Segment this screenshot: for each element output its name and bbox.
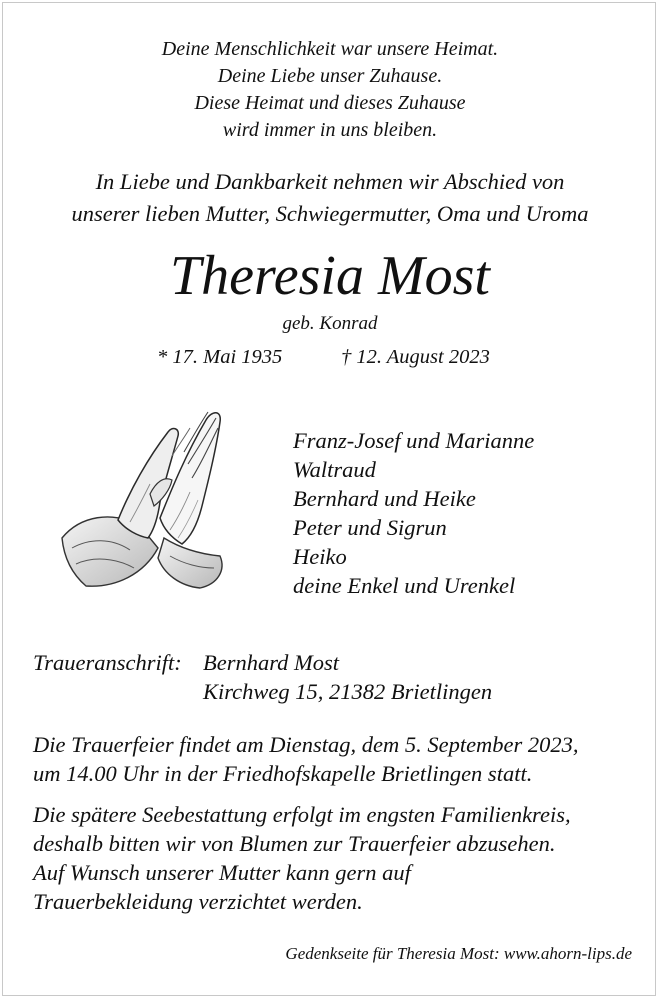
mourner-entry: Peter und Sigrun xyxy=(293,515,447,540)
birth-date: * 17. Mai 1935 xyxy=(157,346,283,368)
paragraph-line: Trauerbekleidung verzichtet werden. xyxy=(33,889,363,914)
praying-hands-icon xyxy=(60,398,250,598)
intro-line: unserer lieben Mutter, Schwiegermutter, Oma und Uroma xyxy=(71,201,589,226)
paragraph-line: um 14.00 Uhr in der Friedhofskapelle Brietlingen statt. xyxy=(33,761,533,786)
paragraph-line: Die spätere Seebestattung erfolgt im engsten Familienkreis, xyxy=(33,802,571,827)
life-dates xyxy=(0,346,660,376)
paragraph-line: Die Trauerfeier findet am Dienstag, dem 5. September 2023, xyxy=(33,732,579,757)
memorial-page-footer: Gedenkseite für Theresia Most: www.ahorn-lips.de xyxy=(285,944,632,963)
farewell-intro xyxy=(0,166,660,230)
maiden-name: geb. Konrad xyxy=(282,313,378,334)
death-date: † 12. August 2023 xyxy=(341,346,490,368)
address-line: Kirchweg 15, 21382 Brietlingen xyxy=(203,679,493,704)
poem-line: Deine Menschlichkeit war unsere Heimat. xyxy=(161,38,499,60)
mourners-list xyxy=(293,426,534,600)
mourner-entry: Bernhard und Heike xyxy=(293,486,476,511)
paragraph-line: deshalb bitten wir von Blumen zur Trauerfeier abzusehen. xyxy=(33,831,556,856)
poem-line: Diese Heimat und dieses Zuhause xyxy=(194,92,466,114)
address-line: Bernhard Most xyxy=(203,650,340,675)
mourner-entry: Waltraud xyxy=(293,457,376,482)
mourner-entry: Heiko xyxy=(293,544,347,569)
mourning-address xyxy=(33,648,633,706)
mourner-entry: deine Enkel und Urenkel xyxy=(293,573,516,598)
deceased-name: Theresia Most xyxy=(170,245,490,307)
funeral-service-paragraph xyxy=(33,730,643,788)
intro-line: In Liebe und Dankbarkeit nehmen wir Abschied von xyxy=(95,169,565,194)
poem-line: Deine Liebe unser Zuhause. xyxy=(217,65,443,87)
poem-line: wird immer in uns bleiben. xyxy=(222,119,438,141)
mourner-entry: Franz-Josef und Marianne xyxy=(293,428,535,453)
paragraph-line: Auf Wunsch unserer Mutter kann gern auf xyxy=(33,860,411,885)
address-label: Traueranschrift: xyxy=(33,650,182,675)
poem-verse xyxy=(0,36,660,144)
burial-notes-paragraph xyxy=(33,800,643,916)
